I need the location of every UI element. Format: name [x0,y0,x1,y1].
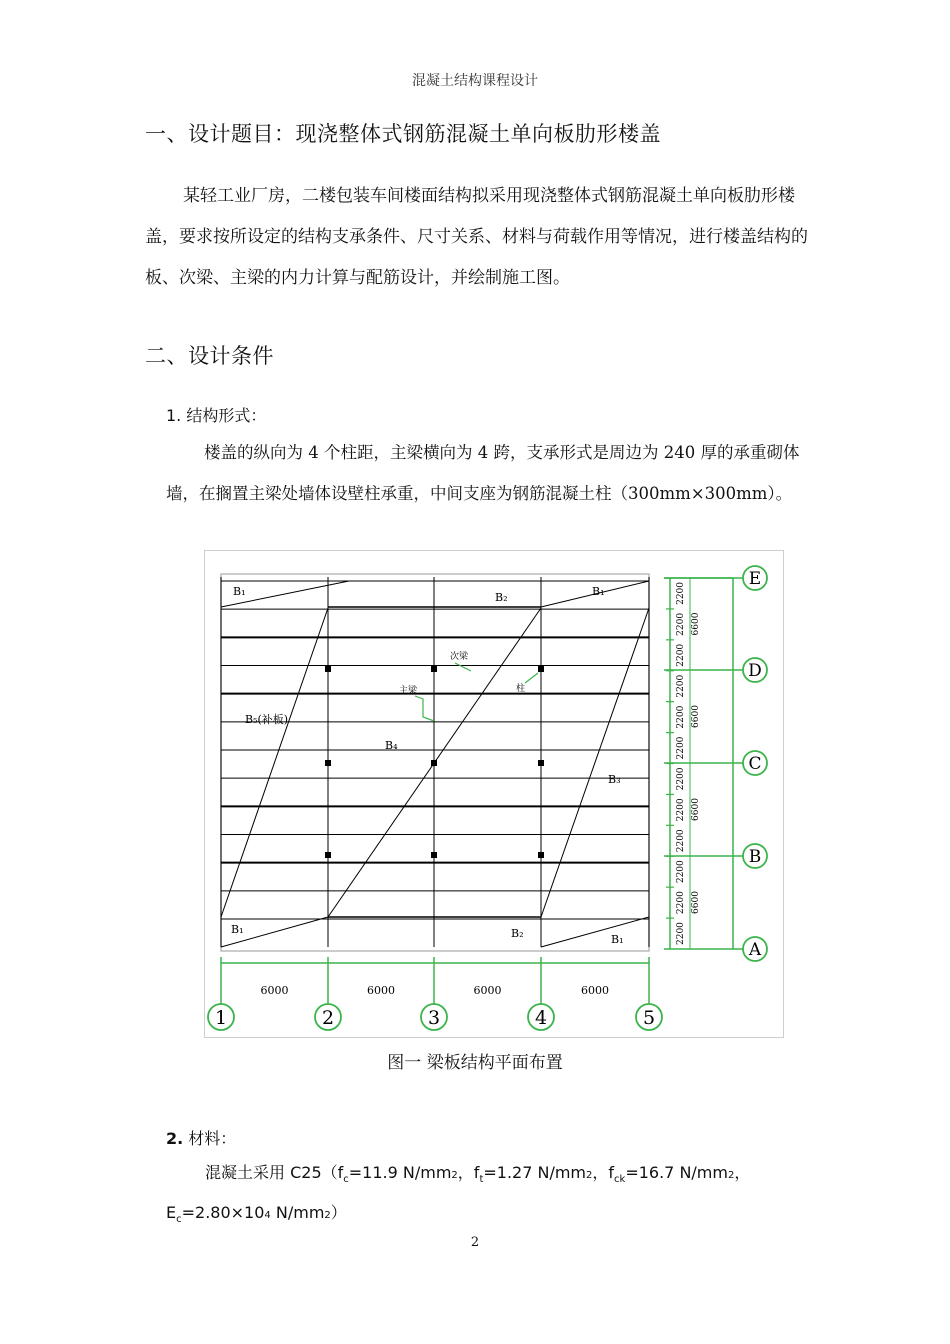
column-dot [431,666,437,672]
figure-frame [204,550,784,1038]
plate-diagonal [541,917,649,947]
row-axis-label: D [748,661,762,681]
section-materials-number: 2. [166,1129,184,1148]
label-b1: B₁ [611,933,624,946]
column-axis-label: 2 [321,1007,335,1029]
label-secondary-beam: 次梁 [450,652,469,662]
row-spacing-dim: 2200 [676,643,686,667]
row-spacing-dim: 2200 [676,582,686,605]
ft-unit-exp: 2 [586,1170,593,1181]
floor-plan-drawing [205,551,783,1037]
column-axis-label: 1 [214,1007,228,1029]
label-b1: B₁ [233,585,246,598]
row-spacing-dim: 2200 [676,612,686,636]
label-column: 柱 [516,684,526,694]
fck-subscript: ck [614,1174,626,1185]
fck-prefix: ，f [592,1163,615,1182]
materials-line-1 [205,1160,750,1185]
row-spacing-dim: 2200 [676,891,686,915]
intro-paragraph: 某轻工业厂房，二楼包装车间楼面结构拟采用现浇整体式钢筋混凝土单向板肋形楼盖，要求按所设定的结构支承条件、尺寸关系、材料与荷载作用等情况，进行楼盖结构的板、次梁、主梁的内力计算与配筋设计，并绘制施工图。 [145,186,808,288]
row-spacing-dim: 2200 [676,767,686,791]
column-axis-label: 5 [642,1007,656,1029]
row-axis-label: A [748,940,762,960]
label-main-beam: 主梁 [399,686,418,696]
column-dot [538,852,544,858]
ft-value: =1.27 N/mm [483,1163,587,1182]
ec-prefix: E [166,1203,177,1222]
column-dot [538,760,544,766]
row-spacing-dim: 2200 [676,798,686,822]
ec-value: =2.80×10 [181,1203,265,1222]
row-axis-label: E [748,569,762,589]
column-span-dim: 6000 [260,984,289,997]
ec-close: ） [330,1203,347,1222]
heading-design-title: 一、设计题目：现浇整体式钢筋混凝土单向板肋形楼盖 [145,122,661,146]
row-axis-label: B [748,847,762,867]
label-b5: B₅(补板) [245,713,289,726]
label-b2: B₂ [511,927,524,940]
row-spacing-dim: 2200 [676,674,686,698]
leader-line [525,673,538,683]
ft-prefix: ，f [457,1163,480,1182]
label-b3: B₃ [608,773,621,786]
materials-line-2 [166,1200,347,1225]
ec-subscript: c [176,1214,182,1225]
column-dot [325,760,331,766]
page-header: 混凝土结构课程设计 [412,73,538,89]
column-span-dim: 6000 [367,984,395,997]
page-number: 2 [470,1235,480,1250]
column-span-dim: 6000 [581,984,609,997]
row-axis-label: C [748,754,762,774]
comma: ， [734,1163,751,1182]
section-materials-title [166,1126,236,1149]
label-b4: B₄ [385,739,398,752]
ec-unit: N/mm [270,1203,325,1222]
section-structure-text: 楼盖的纵向为 4 个柱距，主梁横向为 4 跨，支承形式是周边为 240 厚的承重砌体墙，在搁置主梁处墙体设壁柱承重，中间支座为钢筋混凝土柱（300mm×300mm）。 [166,443,800,503]
section-materials-label: 材料： [183,1129,237,1148]
column-dot [325,852,331,858]
ec-exponent: 4 [264,1210,271,1221]
row-spacing-dim: 2200 [676,922,686,945]
column-dot [538,666,544,672]
fck-unit-exp: 2 [727,1170,735,1181]
column-span-dim: 6000 [473,984,502,997]
section-structure-title: 1. 结构形式： [166,406,267,425]
row-span-dim: 6600 [691,891,701,914]
ft-subscript: t [479,1174,484,1185]
row-span-dim: 6600 [691,705,701,728]
plate-diagonal [221,608,328,917]
heading-design-conditions: 二、设计条件 [145,344,274,368]
column-axis-label: 4 [534,1007,548,1029]
fc-unit-exp: 2 [451,1170,458,1181]
row-spacing-dim: 2200 [676,705,686,729]
row-spacing-dim: 2200 [676,829,686,853]
label-b1: B₁ [592,585,605,598]
figure-caption: 图一 梁板结构平面布置 [387,1053,563,1073]
leader-line [415,696,434,721]
concrete-grade-text: 混凝土采用 C25（f [205,1163,344,1182]
column-axis-label: 3 [427,1007,441,1029]
fc-value: =11.9 N/mm [348,1163,452,1182]
label-b2: B₂ [495,591,508,604]
column-dot [325,666,331,672]
row-spacing-dim: 2200 [676,736,686,760]
leader-line [455,663,471,671]
fck-value: =16.7 N/mm [625,1163,728,1182]
ec-unit-exp: 2 [324,1210,331,1221]
fc-subscript: c [343,1174,349,1185]
label-b1: B₁ [231,923,244,936]
row-span-dim: 6600 [691,612,701,636]
row-span-dim: 6600 [691,798,701,821]
row-spacing-dim: 2200 [676,860,686,884]
plate-diagonal [541,608,649,917]
column-dot [431,852,437,858]
